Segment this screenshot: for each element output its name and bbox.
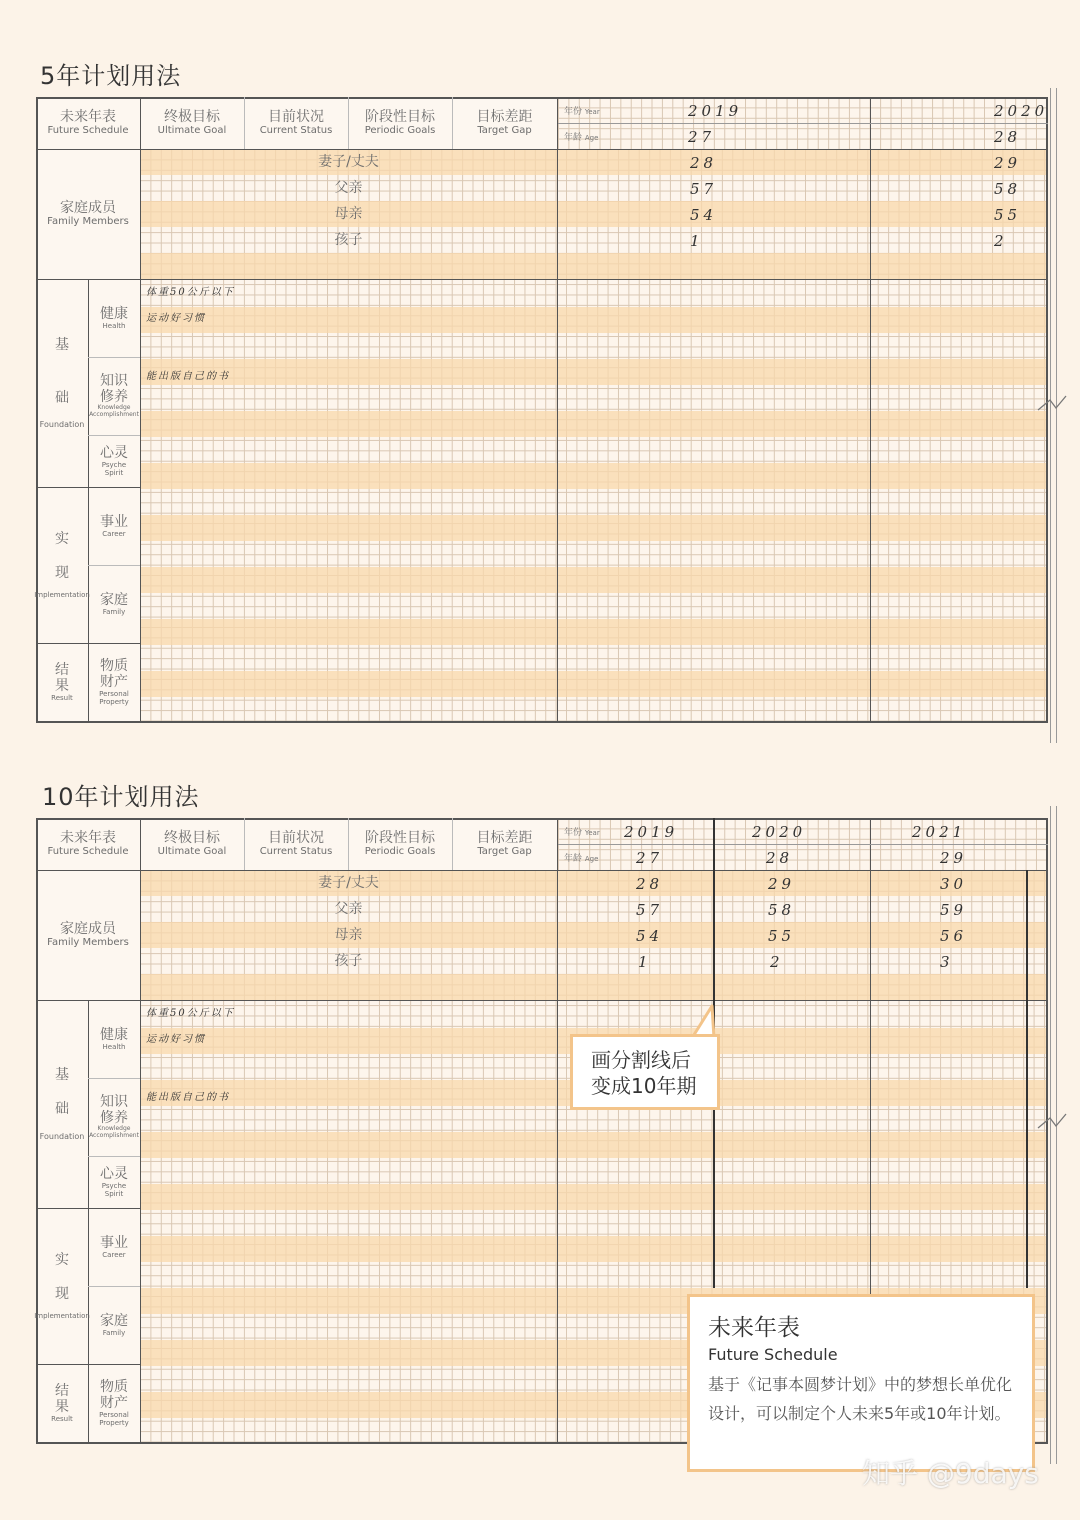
year-value: 2019 — [688, 102, 743, 120]
age-label: 年龄 Age — [564, 133, 599, 143]
band — [140, 671, 1048, 697]
family-value: 28 — [636, 875, 664, 893]
header-en: Current Status — [259, 125, 333, 137]
family-value: 55 — [994, 206, 1022, 224]
goal-publish: 能出版自己的书 — [146, 1092, 230, 1103]
family-value: 58 — [994, 180, 1022, 198]
year-label: 年份 Year — [564, 828, 600, 838]
five-year-table — [36, 97, 1048, 723]
age-value: 28 — [766, 849, 794, 867]
five-year-title: 5年计划用法 — [40, 62, 182, 90]
family-value: 54 — [690, 206, 718, 224]
subcat-health: 健康 Health — [100, 1026, 128, 1052]
callout-line1: 画分割线后 — [591, 1048, 691, 1072]
category-implementation: 实 现 Implementation — [34, 1251, 90, 1321]
member-child: 孩子 — [334, 231, 363, 248]
band — [140, 1184, 1048, 1210]
hand-divider-line — [1026, 870, 1028, 1288]
family-value: 29 — [994, 154, 1022, 172]
header-en: Periodic Goals — [364, 125, 436, 137]
family-value: 56 — [940, 927, 968, 945]
header-zh: 未来年表 — [60, 109, 116, 126]
family-value: 54 — [636, 927, 664, 945]
header-zh: 目标差距 — [476, 109, 533, 126]
header-ultimate-goal — [140, 97, 244, 149]
family-value: 57 — [690, 180, 718, 198]
header-current-status — [244, 97, 348, 149]
goal-exercise: 运动好习惯 — [146, 313, 206, 324]
member-spouse: 妻子/丈夫 — [318, 874, 379, 891]
watermark: 知乎 @9days — [862, 1457, 1039, 1490]
category-result: 结 果 Result — [51, 1382, 73, 1424]
band — [140, 411, 1048, 437]
family-value: 28 — [690, 154, 718, 172]
header-zh: 终极目标 — [164, 109, 220, 126]
member-spouse: 妻子/丈夫 — [318, 153, 379, 170]
subcat-property: 物质 财产 Personal Property — [99, 1378, 129, 1428]
subcat-family: 家庭 Family — [100, 1312, 128, 1338]
category-implementation: 实 现 Implementation — [34, 530, 90, 600]
band — [140, 567, 1048, 593]
header-future-schedule — [36, 97, 140, 149]
subcat-career: 事业 Career — [100, 513, 128, 539]
subcat-health: 健康 Health — [100, 305, 128, 331]
goal-publish: 能出版自己的书 — [146, 371, 230, 382]
family-value: 2 — [994, 232, 1008, 250]
year-value: 2019 — [624, 823, 679, 841]
member-father: 父亲 — [334, 179, 363, 196]
header-zh: 目前状况 — [268, 109, 324, 126]
info-box-title: 未来年表 — [708, 1315, 800, 1341]
band — [140, 359, 1048, 385]
family-value: 57 — [636, 901, 664, 919]
header-periodic-goals — [348, 97, 452, 149]
family-value: 55 — [768, 927, 796, 945]
age-label: 年龄 Age — [564, 854, 599, 864]
age-value: 27 — [688, 128, 716, 146]
header-en: Future Schedule — [47, 125, 129, 137]
member-child: 孩子 — [334, 952, 363, 969]
goal-weight: 体重50公斤以下 — [146, 1008, 235, 1019]
family-members-label: 家庭成员 Family Members — [47, 200, 129, 228]
category-result: 结 果 Result — [51, 661, 73, 703]
family-value: 59 — [940, 901, 968, 919]
family-value: 30 — [940, 875, 968, 893]
family-value: 2 — [770, 953, 784, 971]
member-mother: 母亲 — [334, 205, 363, 222]
age-value: 29 — [940, 849, 968, 867]
band — [140, 515, 1048, 541]
info-box-body: 基于《记事本圆梦计划》中的梦想长单优化设计，可以制定个人未来5年或10年计划。 — [708, 1375, 1013, 1423]
band — [140, 1132, 1048, 1158]
year-value: 2020 — [752, 823, 807, 841]
band — [140, 307, 1048, 333]
header-future-schedule: 未来年表 Future Schedule — [47, 830, 129, 858]
band — [140, 1236, 1048, 1262]
subcat-career: 事业 Career — [100, 1234, 128, 1260]
age-value: 27 — [636, 849, 664, 867]
family-value: 58 — [768, 901, 796, 919]
goal-exercise: 运动好习惯 — [146, 1034, 206, 1045]
band — [140, 974, 1048, 1000]
subcat-psyche: 心灵 Psyche Spirit — [100, 444, 128, 478]
family-members-label: 家庭成员 Family Members — [47, 921, 129, 949]
ten-year-title: 10年计划用法 — [42, 783, 200, 811]
member-father: 父亲 — [334, 900, 363, 917]
callout-line2: 变成10年期 — [591, 1074, 697, 1098]
goal-weight: 体重50公斤以下 — [146, 287, 235, 298]
subcat-property: 物质 财产 Personal Property — [99, 657, 129, 707]
category-foundation: 基 础 Foundation — [39, 1067, 85, 1141]
header-zh: 阶段性目标 — [365, 109, 435, 126]
family-value: 1 — [638, 953, 652, 971]
header-current-status: 目前状况 Current Status — [259, 830, 333, 858]
torn-edge-icon — [1036, 390, 1068, 420]
band — [140, 253, 1048, 279]
year-value: 2020 — [994, 102, 1049, 120]
header-en: Target Gap — [477, 125, 532, 137]
subcat-family: 家庭 Family — [100, 591, 128, 617]
family-value: 29 — [768, 875, 796, 893]
info-box-subtitle: Future Schedule — [708, 1345, 838, 1364]
family-value: 3 — [940, 953, 954, 971]
subcat-knowledge: 知识 修养 Knowledge Accomplishment — [89, 373, 139, 419]
age-value: 28 — [994, 128, 1022, 146]
header-ultimate-goal: 终极目标 Ultimate Goal — [157, 830, 227, 858]
category-foundation: 基 础 Foundation — [39, 337, 85, 429]
subcat-psyche: 心灵 Psyche Spirit — [100, 1165, 128, 1199]
band — [140, 463, 1048, 489]
header-target-gap — [452, 97, 557, 149]
info-box — [687, 1294, 1035, 1472]
family-value: 1 — [690, 232, 704, 250]
header-periodic-goals: 阶段性目标 Periodic Goals — [364, 830, 436, 858]
torn-edge-icon — [1036, 1108, 1068, 1138]
band — [140, 619, 1048, 645]
divider-callout — [570, 1034, 720, 1110]
year-label: 年份 Year — [564, 107, 600, 117]
header-en: Ultimate Goal — [157, 125, 227, 137]
member-mother: 母亲 — [334, 926, 363, 943]
subcat-knowledge: 知识 修养 Knowledge Accomplishment — [89, 1094, 139, 1140]
year-value: 2021 — [912, 823, 967, 841]
header-target-gap: 目标差距 Target Gap — [476, 830, 533, 858]
